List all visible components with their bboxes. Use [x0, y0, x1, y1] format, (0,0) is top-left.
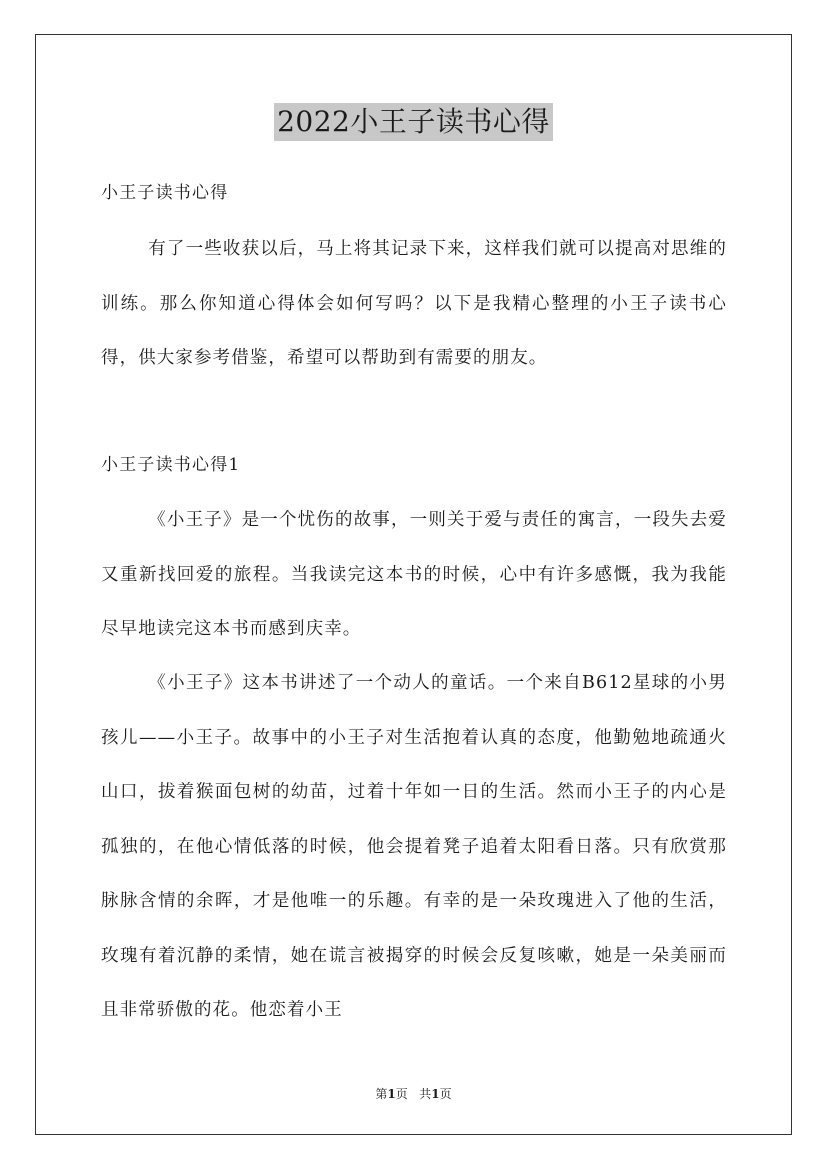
footer-total-prefix: 共: [419, 1087, 432, 1101]
section-1-paragraph-1: 《小王子》是一个忧伤的故事，一则关于爱与责任的寓言，一段失去爱又重新找回爱的旅程。当我读完这本书的时候，心中有许多感慨，我为我能尽早地读完这本书而感到庆幸。: [101, 510, 727, 639]
footer-page-prefix: 第: [375, 1087, 388, 1101]
title-wrapper: [0, 103, 827, 141]
document-subtitle: 小王子读书心得: [101, 183, 229, 203]
footer-total-suffix: 页: [439, 1087, 452, 1101]
section-1-heading: 小王子读书心得1: [101, 455, 241, 475]
section-1-paragraph-2: 《小王子》这本书讲述了一个动人的童话。一个来自B612星球的小男孩儿——小王子。故事中的小王子对生活抱着认真的态度，他勤勉地疏通火山口，拔着猴面包树的幼苗，过着十年如一日的生活。然而小王子的内心是孤独的，在他心情低落的时候，他会提着凳子追着太阳看日落。只有欣赏那脉脉含情的余晖，才是他唯一的乐趣。有幸的是一朵玫瑰进入了他的生活，玫瑰有着沉静的柔情，她在谎言被揭穿的时候会反复咳嗽，她是一朵美丽而且非常骄傲的花。他恋着小王: [101, 673, 727, 1020]
footer-page-number: 1: [387, 1087, 396, 1101]
intro-paragraph: 有了一些收获以后，马上将其记录下来，这样我们就可以提高对思维的训练。那么你知道心得体会如何写吗？以下是我精心整理的小王子读书心得，供大家参考借鉴，希望可以帮助到有需要的朋友。: [101, 239, 727, 368]
footer-page-suffix: 页: [395, 1087, 408, 1101]
footer-total-number: 1: [431, 1087, 440, 1101]
document-title: 2022小王子读书心得: [274, 103, 553, 141]
page-footer: [0, 1085, 827, 1102]
